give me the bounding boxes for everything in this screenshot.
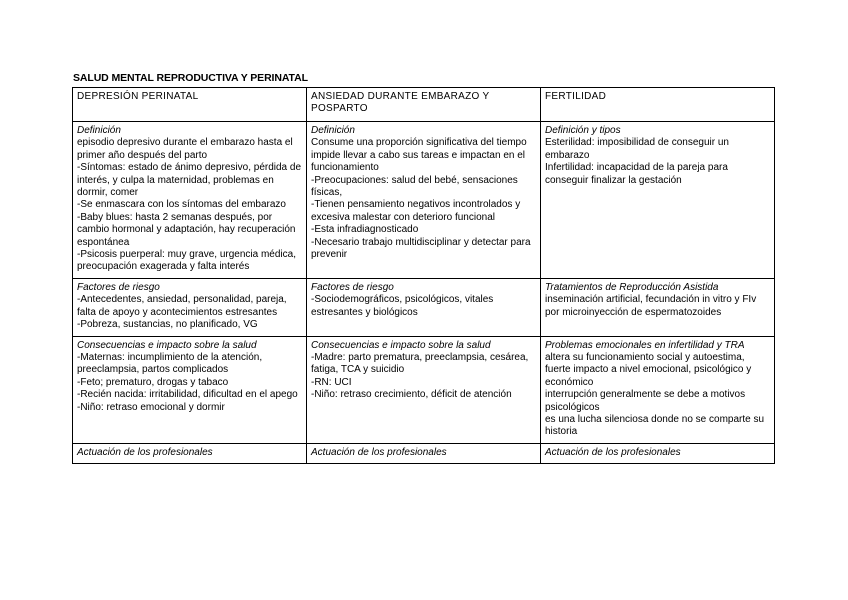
header-cell-ansiedad — [307, 88, 541, 122]
header-cell-fertilidad — [541, 88, 775, 122]
cell-text-line: -Se enmascara con los síntomas del embarazo — [77, 199, 286, 211]
cell-text-line: -RN: UCI — [311, 376, 352, 388]
cell-text-line: interrupción generalmente se debe a motivos psicológicos — [545, 389, 746, 413]
cell-text-line: Infertilidad: incapacidad de la pareja para conseguir finalizar la gestación — [545, 162, 728, 186]
section-subtitle: Definición y tipos — [545, 125, 621, 136]
section-subtitle: Problemas emocionales en infertilidad y TRA — [545, 339, 745, 351]
table-cell — [307, 278, 541, 336]
table-cell — [307, 122, 541, 279]
table-cell — [73, 443, 307, 463]
table-row — [73, 122, 775, 279]
section-subtitle: Factores de riesgo — [77, 281, 160, 293]
cell-text-line: -Recién nacida: irritabilidad, dificultad en el apego — [77, 389, 298, 401]
cell-text-line: -Niño: retraso crecimiento, déficit de atención — [311, 389, 512, 401]
table-row — [73, 336, 775, 443]
cell-text-line: -Preocupaciones: salud del bebé, sensaciones físicas, — [311, 174, 518, 199]
content-table — [72, 87, 775, 464]
cell-text-line: -Psicosis puerperal: muy grave, urgencia médica, preocupación exagerada y falta interés — [77, 249, 296, 273]
table-cell — [307, 443, 541, 463]
cell-text-line: inseminación artificial, fecundación in vitro y FIv por microinyección de espermatozoides — [545, 294, 757, 318]
section-subtitle: Consecuencias e impacto sobre la salud — [77, 339, 257, 351]
cell-text-line: -Síntomas: estado de ánimo depresivo, pérdida de interés, y culpa la maternidad, problemas en dormir, comer — [77, 162, 302, 199]
cell-text-line: -Madre: parto prematura, preeclampsia, cesárea, fatiga, TCA y suicidio — [311, 351, 529, 376]
cell-text-line: -Maternas: incumplimiento de la atención, preeclampsia, partos complicados — [77, 351, 263, 376]
header-label: ANSIEDAD DURANTE EMBARAZO Y POSPARTO — [311, 91, 490, 115]
cell-text-line: Consume una proporción significativa del tiempo impide llevar a cabo sus tareas e impactan en el funcionamiento — [311, 137, 527, 174]
document-title: SALUD MENTAL REPRODUCTIVA Y PERINATAL — [73, 72, 308, 84]
section-subtitle: Tratamientos de Reproducción Asistida — [545, 281, 719, 293]
table-cell — [541, 443, 775, 463]
table-cell — [541, 336, 775, 443]
table-cell — [73, 336, 307, 443]
cell-text-line: -Sociodemográficos, psicológicos, vitales estresantes y biológicos — [311, 294, 494, 318]
cell-text-line: -Baby blues: hasta 2 semanas después, por cambio hormonal y adaptación, hay recuperación espontánea — [77, 211, 296, 248]
table-cell — [73, 122, 307, 279]
cell-text-line: altera su funcionamiento social y autoestima, fuerte impacto a nivel emocional, psicológico y económico — [545, 351, 752, 388]
table-row — [73, 278, 775, 336]
cell-text-line: -Niño: retraso emocional y dormir — [77, 401, 225, 413]
cell-text-line: es una lucha silenciosa donde no se comparte su historia — [545, 413, 765, 438]
cell-text-line: episodio depresivo durante el embarazo hasta el primer año después del parto — [77, 137, 293, 161]
header-cell-depresion — [73, 88, 307, 122]
section-subtitle: Actuación de los profesionales — [311, 446, 447, 458]
table-header-row — [73, 88, 775, 122]
header-label: FERTILIDAD — [545, 91, 607, 102]
section-subtitle: Actuación de los profesionales — [77, 446, 213, 458]
cell-text-line: -Feto; prematuro, drogas y tabaco — [77, 376, 229, 388]
table-cell — [307, 336, 541, 443]
cell-text-line: -Pobreza, sustancias, no planificado, VG — [77, 319, 258, 331]
section-subtitle: Definición — [311, 125, 355, 136]
table-row — [73, 443, 775, 463]
section-subtitle: Actuación de los profesionales — [545, 446, 681, 458]
section-subtitle: Definición — [77, 125, 121, 136]
section-subtitle: Factores de riesgo — [311, 281, 394, 293]
header-label: DEPRESIÓN PERINATAL — [77, 91, 199, 102]
cell-text-line: Esterilidad: imposibilidad de conseguir un embarazo — [545, 137, 729, 161]
table-cell — [73, 278, 307, 336]
table-cell — [541, 122, 775, 279]
table-cell — [541, 278, 775, 336]
cell-text-line: -Antecedentes, ansiedad, personalidad, pareja, falta de apoyo y acontecimientos estresantes — [77, 294, 287, 318]
cell-text-line: -Esta infradiagnosticado — [311, 224, 419, 236]
section-subtitle: Consecuencias e impacto sobre la salud — [311, 339, 491, 351]
cell-text-line: -Necesario trabajo multidisciplinar y detectar para prevenir — [311, 236, 531, 261]
cell-text-line: -Tienen pensamiento negativos incontrolados y excesiva malestar con deterioro funcional — [311, 199, 521, 223]
